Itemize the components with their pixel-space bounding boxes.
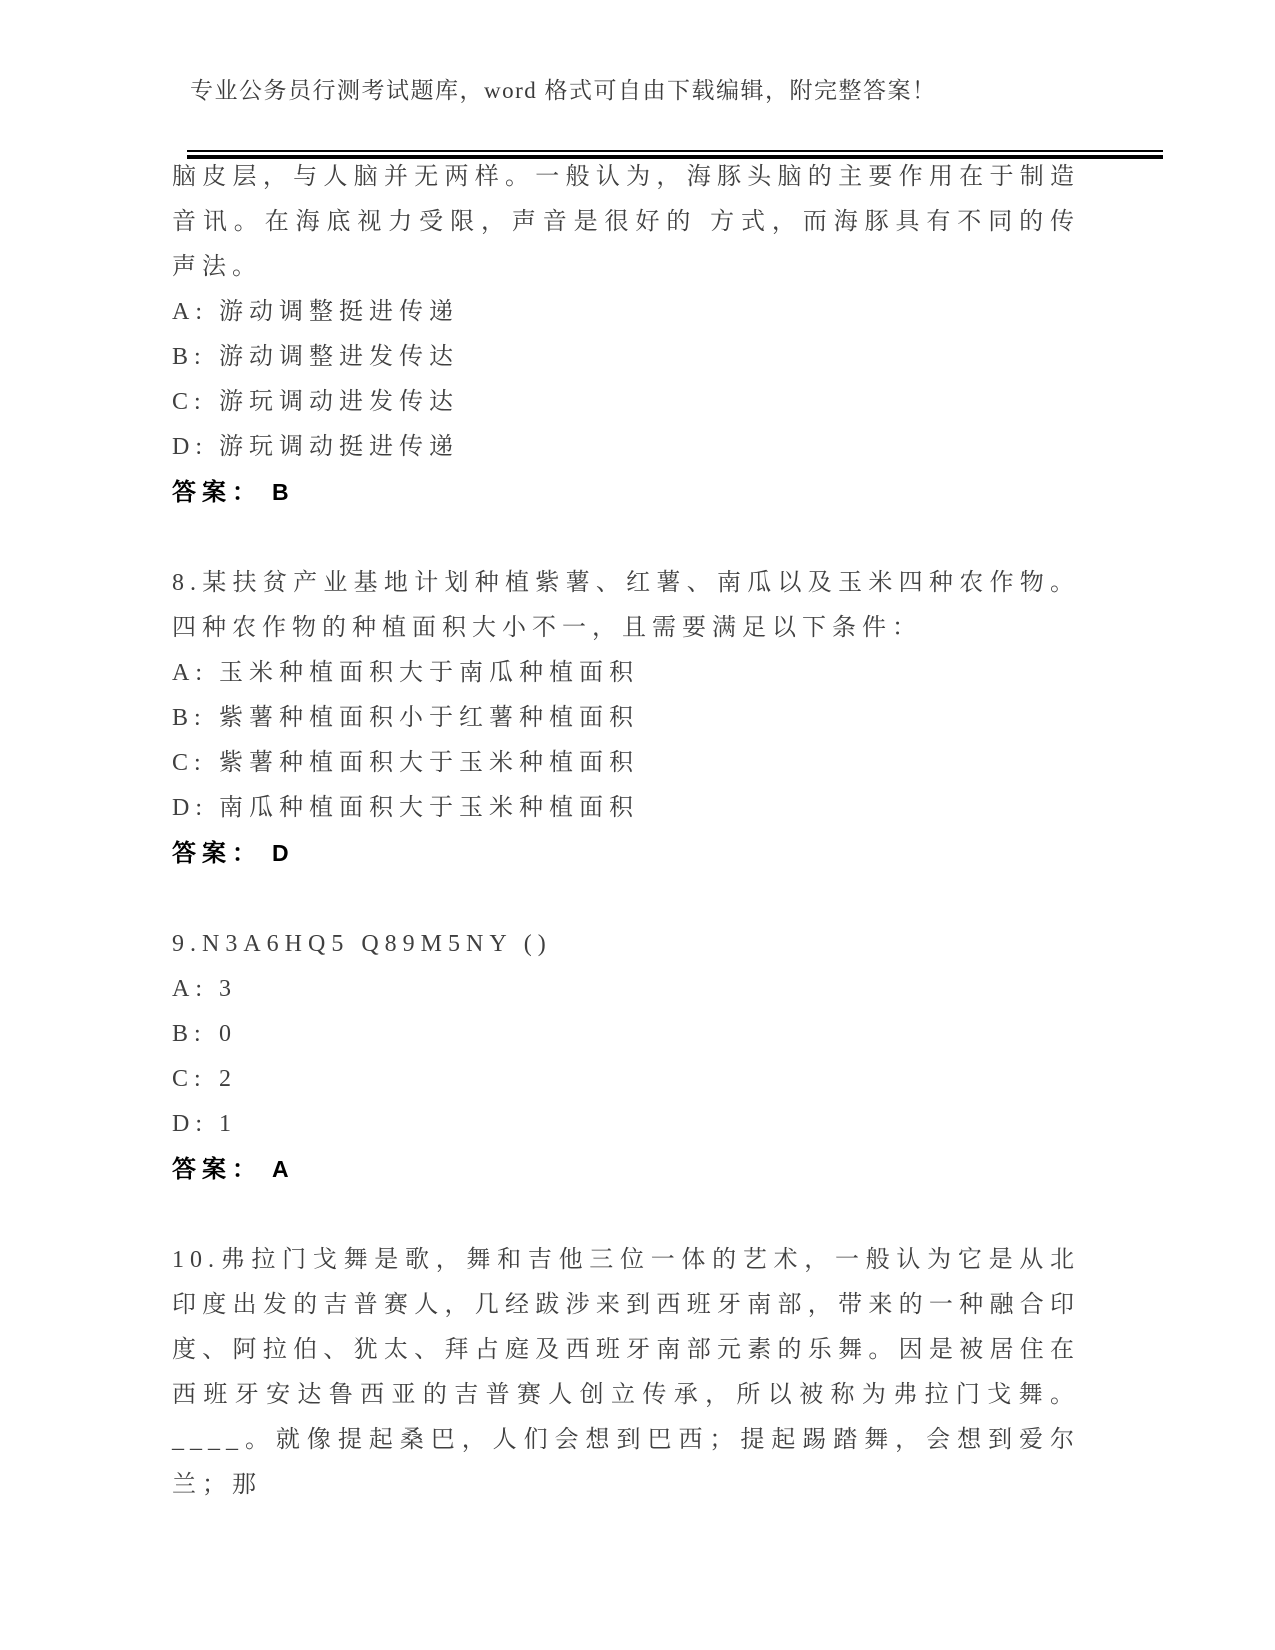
answer-row xyxy=(172,1147,1080,1193)
answer-value: B xyxy=(272,479,295,505)
option-label: D: xyxy=(172,434,208,460)
option-row xyxy=(172,1102,1080,1147)
option-text: 紫薯种植面积大于玉米种植面积 xyxy=(219,750,639,776)
option-row xyxy=(172,741,1080,786)
option-row xyxy=(172,380,1080,425)
option-label: B: xyxy=(172,705,207,731)
option-label: C: xyxy=(172,389,207,415)
question-text: 8.某扶贫产业基地计划种植紫薯、红薯、南瓜以及玉米四种农作物。四种农作物的种植面积大小不一，且需要满足以下条件： xyxy=(172,570,1080,641)
answer-row xyxy=(172,470,1080,516)
question-text: 10.弗拉门戈舞是歌，舞和吉他三位一体的艺术，一般认为它是从北印度出发的吉普赛人，几经跋涉来到西班牙南部，带来的一种融合印度、阿拉伯、犹太、拜占庭及西班牙南部元素的乐舞。因是被居住在西班牙安达鲁西亚的吉普赛人创立传承，所以被称为弗拉门戈舞。____。就像提起桑巴，人们会想到巴西；提起踢踏舞，会想到爱尔兰；那 xyxy=(172,1247,1080,1498)
option-label: D: xyxy=(172,1111,208,1137)
option-text: 玉米种植面积大于南瓜种植面积 xyxy=(219,660,639,686)
option-text: 0 xyxy=(219,1021,237,1047)
option-row xyxy=(172,967,1080,1012)
question-text: 9.N3A6HQ5 Q89M5NY () xyxy=(172,931,552,957)
option-label: A: xyxy=(172,976,208,1002)
option-row xyxy=(172,425,1080,470)
option-text: 游动调整进发传达 xyxy=(219,344,459,370)
option-row xyxy=(172,696,1080,741)
question-block xyxy=(172,922,1080,1193)
option-text: 3 xyxy=(219,976,237,1002)
answer-value: A xyxy=(272,1156,295,1182)
option-row xyxy=(172,1012,1080,1057)
question-block xyxy=(172,561,1080,877)
option-row xyxy=(172,1057,1080,1102)
answer-label: 答案： xyxy=(172,480,262,506)
questions-container xyxy=(172,155,1080,1508)
option-label: D: xyxy=(172,795,208,821)
option-label: A: xyxy=(172,299,208,325)
answer-value: D xyxy=(272,840,295,866)
question-block xyxy=(172,155,1080,516)
option-text: 游玩调动挺进传递 xyxy=(219,434,459,460)
question-text: 脑皮层，与人脑并无两样。一般认为，海豚头脑的主要作用在于制造音讯。在海底视力受限，声音是很好的 方式，而海豚具有不同的传声法。 xyxy=(172,164,1080,280)
option-label: B: xyxy=(172,344,207,370)
option-text: 1 xyxy=(219,1111,237,1137)
option-text: 紫薯种植面积小于红薯种植面积 xyxy=(219,705,639,731)
option-text: 游动调整挺进传递 xyxy=(219,299,459,325)
answer-row xyxy=(172,831,1080,877)
question-block xyxy=(172,1238,1080,1508)
option-label: C: xyxy=(172,1066,207,1092)
option-label: C: xyxy=(172,750,207,776)
option-label: A: xyxy=(172,660,208,686)
answer-label: 答案： xyxy=(172,841,262,867)
document-header-text: 专业公务员行测考试题库，word 格式可自由下载编辑，附完整答案！ xyxy=(190,78,937,103)
option-row xyxy=(172,651,1080,696)
option-row xyxy=(172,290,1080,335)
answer-label: 答案： xyxy=(172,1157,262,1183)
option-text: 游玩调动进发传达 xyxy=(219,389,459,415)
option-row xyxy=(172,335,1080,380)
option-text: 南瓜种植面积大于玉米种植面积 xyxy=(219,795,639,821)
option-text: 2 xyxy=(219,1066,237,1092)
option-row xyxy=(172,786,1080,831)
option-label: B: xyxy=(172,1021,207,1047)
